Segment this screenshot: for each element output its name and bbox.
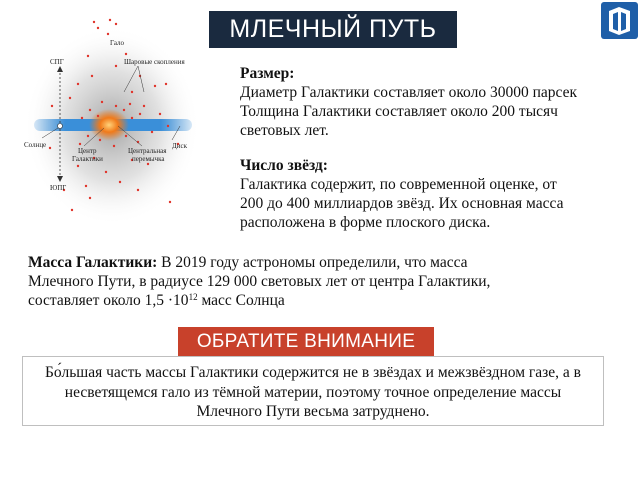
mass-line: Млечного Пути, в радиусе 129 000 световых лет от центра Галактики, (28, 273, 491, 290)
note-text: Бо́льшая часть массы Галактики содержится не в звёздах и межзвёздном газе, а в несветящемся гало из тёмной материи, поэтому точное определение массы Млечного Пути весьма затруднено. (45, 364, 581, 420)
bulge-label-1: Центральная (128, 147, 167, 155)
ngp-label: СПГ (50, 58, 64, 66)
size-heading: Размер: (240, 65, 295, 82)
mass-line: В 2019 году астрономы определили, что масса (157, 254, 468, 271)
globular-clusters-label: Шаровые скопления (124, 58, 185, 66)
stars-line: расположена в форме плоского диска. (240, 214, 491, 231)
center-label-2: Галактики (72, 155, 103, 163)
stars-line: 200 до 400 миллиардов звёзд. Их основная масса (240, 195, 564, 212)
mass-exponent: 12 (188, 292, 198, 302)
note-box (22, 356, 604, 426)
mass-section (28, 253, 588, 310)
slide-title: МЛЕЧНЫЙ ПУТЬ (209, 11, 457, 48)
stars-line: Галактика содержит, по современной оценке, от (240, 176, 557, 193)
attention-banner: ОБРАТИТЕ ВНИМАНИЕ (178, 327, 434, 357)
mass-line: масс Солнца (197, 292, 285, 309)
institution-logo-icon (601, 2, 638, 39)
disk-label: Диск (172, 142, 188, 150)
size-line: Диаметр Галактики составляет около 30000 парсек (240, 84, 577, 101)
mass-line: составляет около 1,5 ·10 (28, 292, 189, 309)
sun-marker (58, 124, 63, 129)
sun-label: Солнце (24, 141, 47, 149)
sgp-label: ЮПГ (50, 184, 67, 192)
size-line: Толщина Галактики составляет около 200 тысяч (240, 103, 558, 120)
size-section (240, 64, 632, 140)
mass-heading: Масса Галактики: (28, 254, 158, 271)
halo-label: Гало (110, 39, 125, 47)
stars-heading: Число звёзд: (240, 157, 328, 174)
size-line: световых лет. (240, 122, 329, 139)
stars-section (240, 156, 632, 232)
center-label-1: Центр (78, 147, 97, 155)
galaxy-structure-diagram (20, 14, 225, 229)
bulge-label-2: перемычка (132, 155, 165, 163)
